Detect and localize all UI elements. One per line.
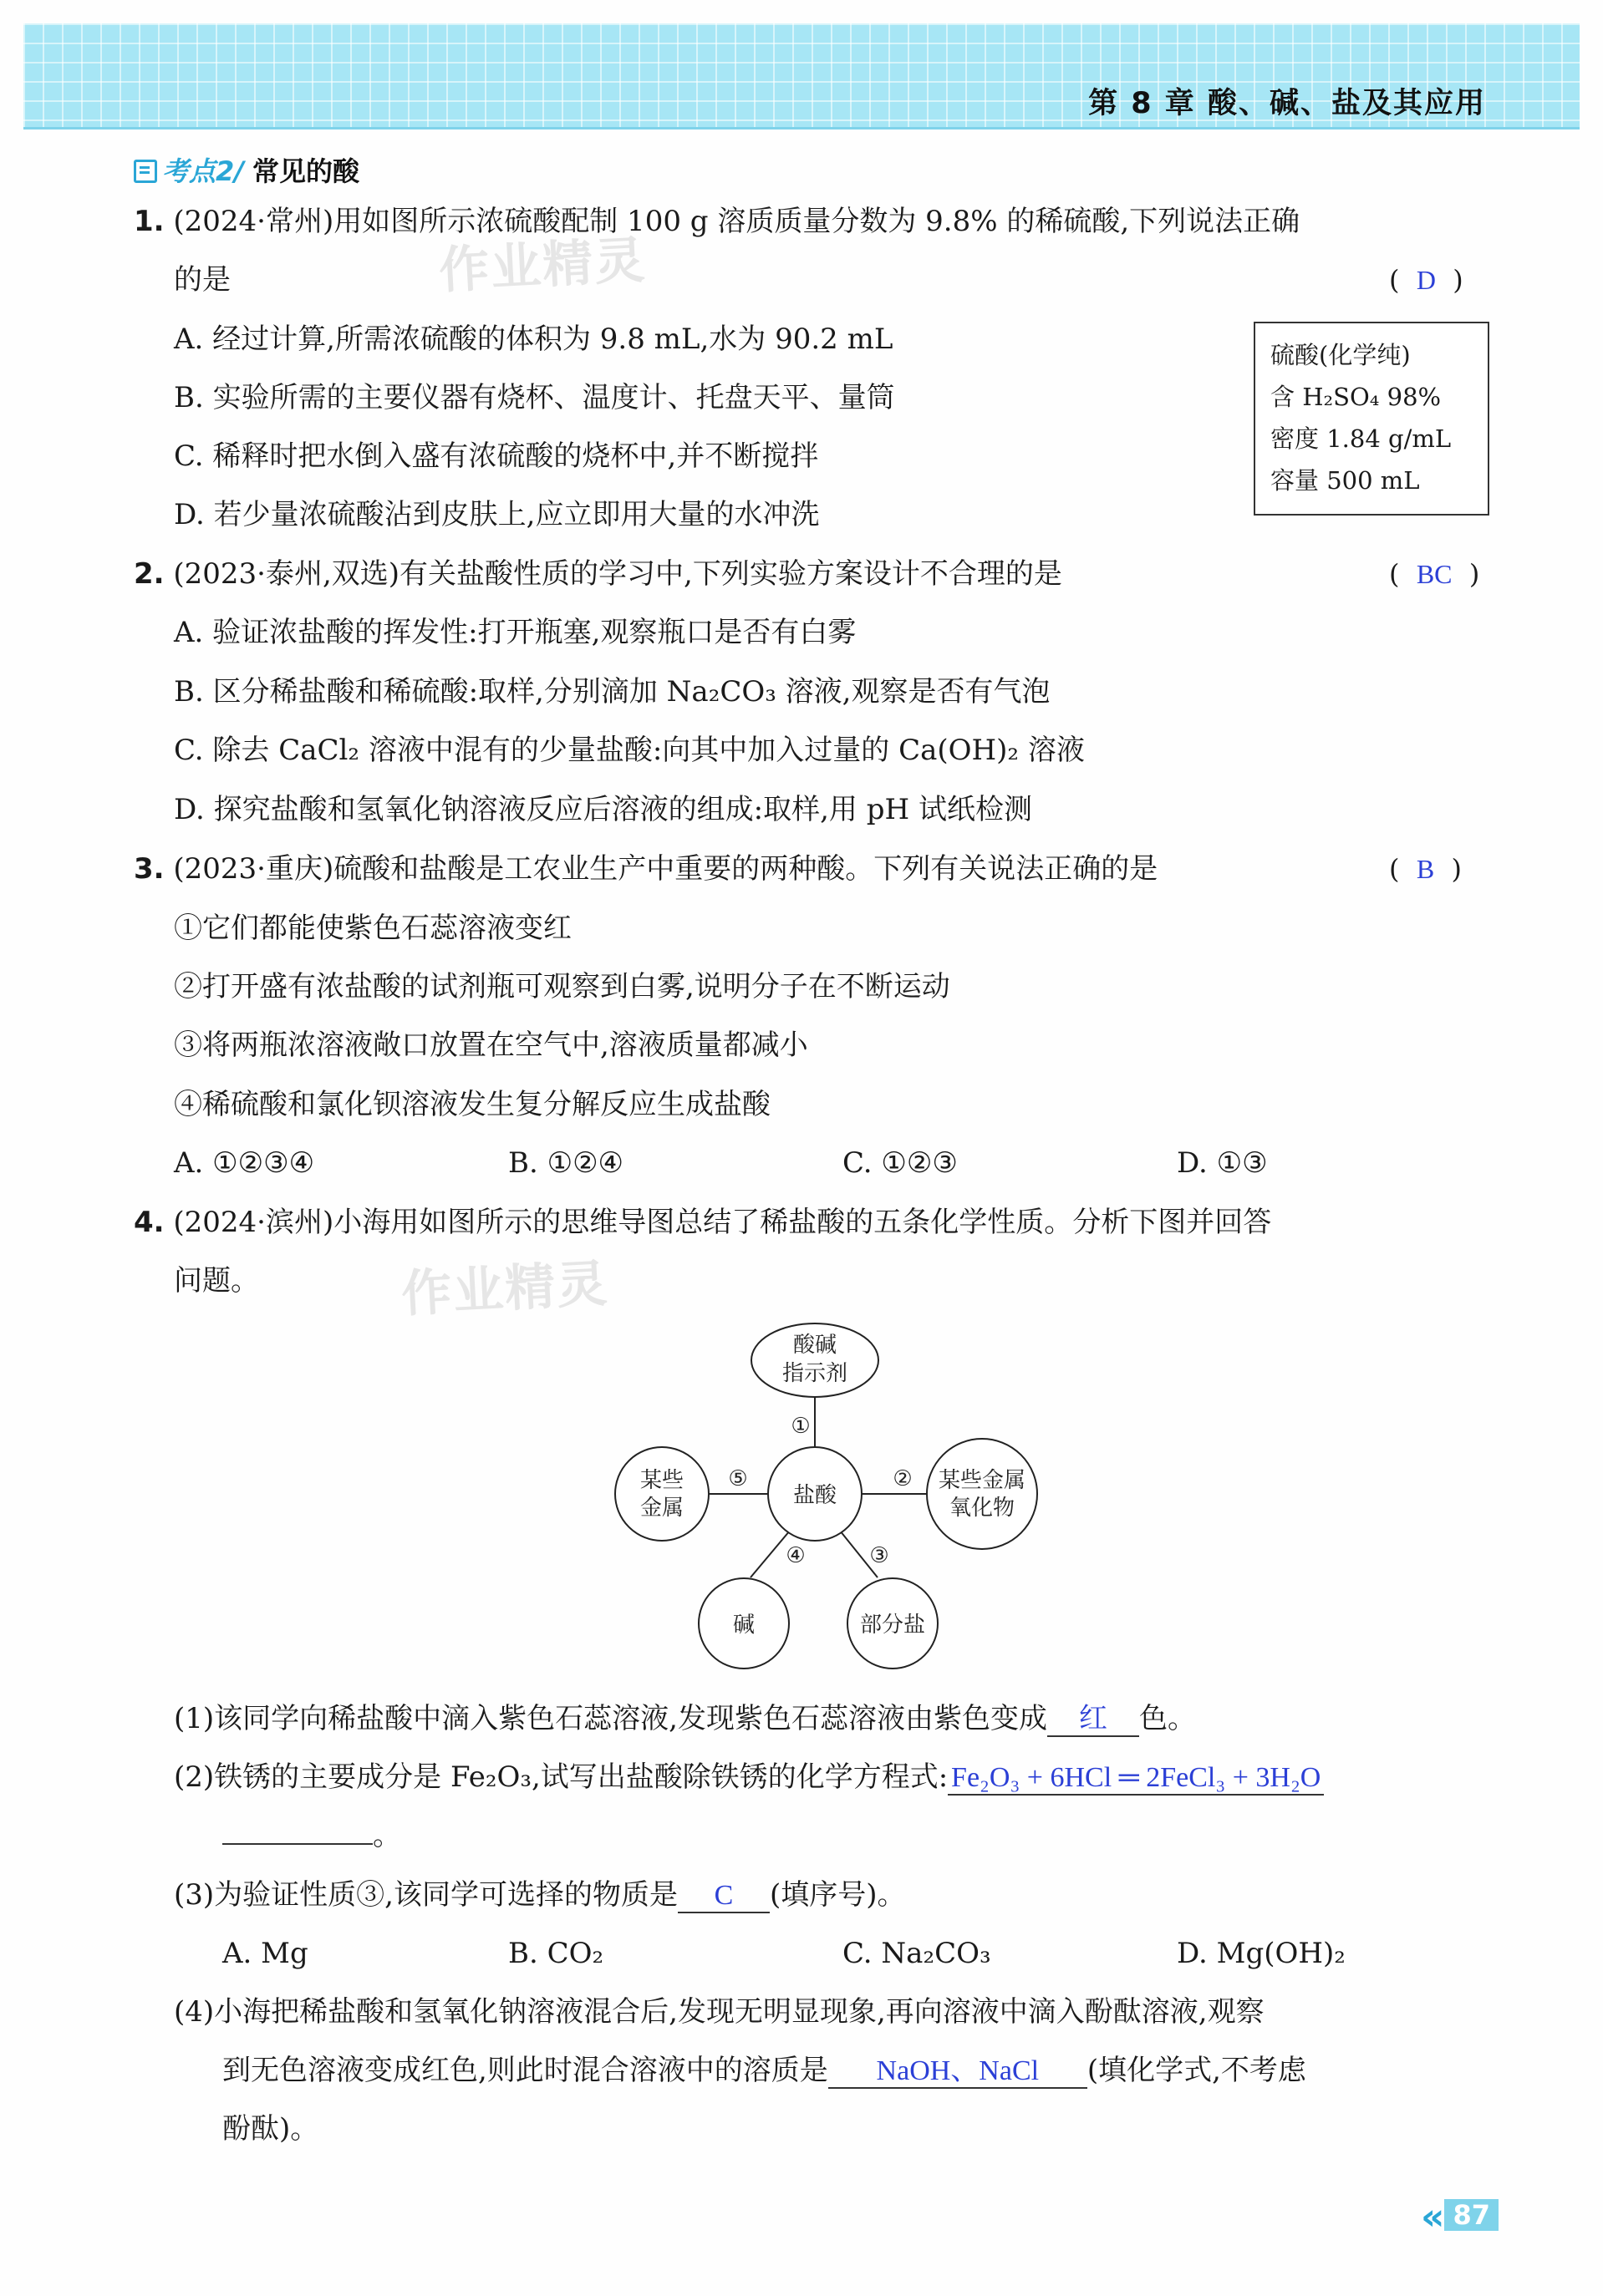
- subquestion-2-cont: [222, 1817, 401, 1854]
- answer: BC: [1416, 559, 1453, 589]
- double-chevron-left-icon: «: [1421, 2196, 1445, 2238]
- node-indicator-label: 酸碱: [792, 1333, 837, 1358]
- node-metal: [615, 1447, 709, 1541]
- option-c: C. 除去 CaCl₂ 溶液中混有的少量盐酸:向其中加入过量的 Ca(OH)₂ 溶液: [174, 734, 1085, 767]
- answer-bracket: ( B ): [1389, 853, 1462, 885]
- question-number: 3.: [134, 852, 165, 886]
- answer-blank: Fe₂O₃ + 6HCl ═ 2FeCl₃ + 3H₂O: [948, 1762, 1324, 1796]
- question-4-stem: [134, 1204, 1271, 1241]
- statement: ①它们都能使紫色石蕊溶液变红: [174, 912, 572, 945]
- subquestion-text: 。: [373, 1819, 401, 1852]
- subquestion-1: [174, 1700, 1196, 1737]
- answer-bracket: ( D ): [1389, 264, 1463, 296]
- answer-blank: 红: [1047, 1704, 1139, 1737]
- node-base-label: 碱: [732, 1613, 756, 1638]
- header-divider: [23, 127, 1580, 130]
- subquestion-4-cont: [222, 2052, 1306, 2089]
- node-metal-oxide-label: 氧化物: [949, 1496, 1015, 1521]
- option-a: A. 验证浓盐酸的挥发性:打开瓶塞,观察瓶口是否有白雾: [174, 616, 857, 649]
- statement: ②打开盛有浓盐酸的试剂瓶可观察到白雾,说明分子在不断运动: [174, 970, 950, 1003]
- node-metal-oxide: [927, 1439, 1037, 1549]
- node-metal-label: 金属: [639, 1496, 684, 1521]
- section-title: 常见的酸: [252, 155, 359, 187]
- subquestion-3: [174, 1877, 906, 1913]
- question-2-stem: [134, 556, 1062, 592]
- list-icon: [134, 160, 157, 183]
- question-4-stem-cont: 问题。: [174, 1264, 259, 1298]
- label-line: 密度 1.84 g/mL: [1270, 424, 1452, 453]
- property-number-5: ⑤: [728, 1466, 748, 1491]
- node-salt-label: 部分盐: [859, 1613, 926, 1638]
- watermark: 作业精灵: [399, 1254, 610, 1324]
- subquestion-text: 到无色溶液变成红色,则此时混合溶液中的溶质是: [222, 2054, 828, 2087]
- property-number-4: ④: [786, 1543, 806, 1568]
- answer: D: [1416, 265, 1436, 295]
- question-number: 4.: [134, 1206, 165, 1239]
- option-b: B. CO₂: [508, 1937, 604, 1970]
- option-b: B. 实验所需的主要仪器有烧杯、温度计、托盘天平、量筒: [174, 381, 895, 414]
- node-center-label: 盐酸: [792, 1483, 837, 1508]
- option-c: C. ①②③: [842, 1146, 958, 1180]
- question-1-stem: [134, 203, 1300, 240]
- option-c: C. Na₂CO₃: [842, 1937, 991, 1970]
- question-text: (2023·重庆)硫酸和盐酸是工农业生产中重要的两种酸。下列有关说法正确的是: [173, 852, 1158, 886]
- option-d: D. 若少量浓硫酸沾到皮肤上,应立即用大量的水冲洗: [174, 498, 820, 531]
- question-3-stem: [134, 851, 1158, 887]
- option-c: C. 稀释时把水倒入盛有浓硫酸的烧杯中,并不断搅拌: [174, 439, 819, 473]
- section-tag: 考点2/: [162, 155, 244, 187]
- option-d: D. 探究盐酸和氢氧化钠溶液反应后溶液的组成:取样,用 pH 试纸检测: [174, 793, 1032, 826]
- mind-map-diagram: [585, 1312, 1053, 1671]
- option-d: D. Mg(OH)₂: [1177, 1937, 1346, 1970]
- option-d: D. ①③: [1177, 1146, 1268, 1180]
- answer: B: [1416, 854, 1435, 884]
- node-indicator-label: 指示剂: [781, 1361, 848, 1386]
- question-text: (2023·泰州,双选)有关盐酸性质的学习中,下列实验方案设计不合理的是: [173, 557, 1062, 591]
- subquestion-text: 色。: [1138, 1702, 1196, 1735]
- answer-blank: C: [678, 1880, 770, 1913]
- option-a: A. Mg: [222, 1937, 308, 1970]
- connector-4: [751, 1531, 790, 1577]
- option-b: B. ①②④: [508, 1146, 624, 1180]
- subquestion-text: (2)铁锈的主要成分是 Fe₂O₃,试写出盐酸除铁锈的化学方程式:: [174, 1760, 949, 1794]
- node-metal-label: 某些: [639, 1468, 684, 1493]
- answer-bracket: ( BC ): [1389, 558, 1480, 590]
- section-heading: [134, 150, 359, 189]
- option-a: A. ①②③④: [174, 1146, 315, 1180]
- subquestion-text: (1)该同学向稀盐酸中滴入紫色石蕊溶液,发现紫色石蕊溶液由紫色变成: [174, 1702, 1047, 1735]
- answer-blank: NaOH、NaCl: [828, 2055, 1087, 2089]
- reagent-label-box: [1254, 322, 1489, 516]
- node-metal-oxide-label: 某些金属: [938, 1468, 1026, 1493]
- subquestion-2: [174, 1759, 1324, 1796]
- subquestion-text: (填序号)。: [769, 1878, 906, 1912]
- watermark: 作业精灵: [437, 231, 648, 301]
- question-number: 2.: [134, 557, 165, 591]
- page-number-value: 87: [1444, 2199, 1499, 2231]
- subquestion-text: (填化学式,不考虑: [1086, 2054, 1306, 2087]
- option-b: B. 区分稀盐酸和稀硫酸:取样,分别滴加 Na₂CO₃ 溶液,观察是否有气泡: [174, 675, 1051, 709]
- subquestion-text: (3)为验证性质③,该同学可选择的物质是: [174, 1878, 678, 1912]
- property-number-2: ②: [893, 1466, 913, 1491]
- question-text: (2024·滨州)小海用如图所示的思维导图总结了稀盐酸的五条化学性质。分析下图并回答: [173, 1206, 1272, 1239]
- subquestion-4: (4)小海把稀盐酸和氢氧化钠溶液混合后,发现无明显现象,再向溶液中滴入酚酞溶液,观察: [174, 1995, 1265, 2029]
- answer-blank-cont: [222, 1843, 373, 1845]
- page-number: [1421, 2196, 1499, 2238]
- option-a: A. 经过计算,所需浓硫酸的体积为 9.8 mL,水为 90.2 mL: [174, 323, 893, 356]
- label-line: 含 H₂SO₄ 98%: [1270, 383, 1442, 411]
- question-1-stem-cont: 的是: [174, 263, 231, 297]
- property-number-1: ①: [791, 1414, 811, 1439]
- statement: ③将两瓶浓溶液敞口放置在空气中,溶液质量都减小: [174, 1029, 808, 1062]
- property-number-3: ③: [869, 1543, 889, 1568]
- chapter-title: 第 8 章 酸、碱、盐及其应用: [1088, 87, 1486, 120]
- question-number: 1.: [134, 205, 165, 238]
- label-line: 容量 500 mL: [1270, 466, 1420, 495]
- statement: ④稀硫酸和氯化钡溶液发生复分解反应生成盐酸: [174, 1088, 771, 1121]
- question-text: (2024·常州)用如图所示浓硫酸配制 100 g 溶质质量分数为 9.8% 的稀硫酸,下列说法正确: [173, 205, 1300, 238]
- subquestion-4-end: 酚酞)。: [222, 2112, 319, 2146]
- label-line: 硫酸(化学纯): [1270, 341, 1411, 369]
